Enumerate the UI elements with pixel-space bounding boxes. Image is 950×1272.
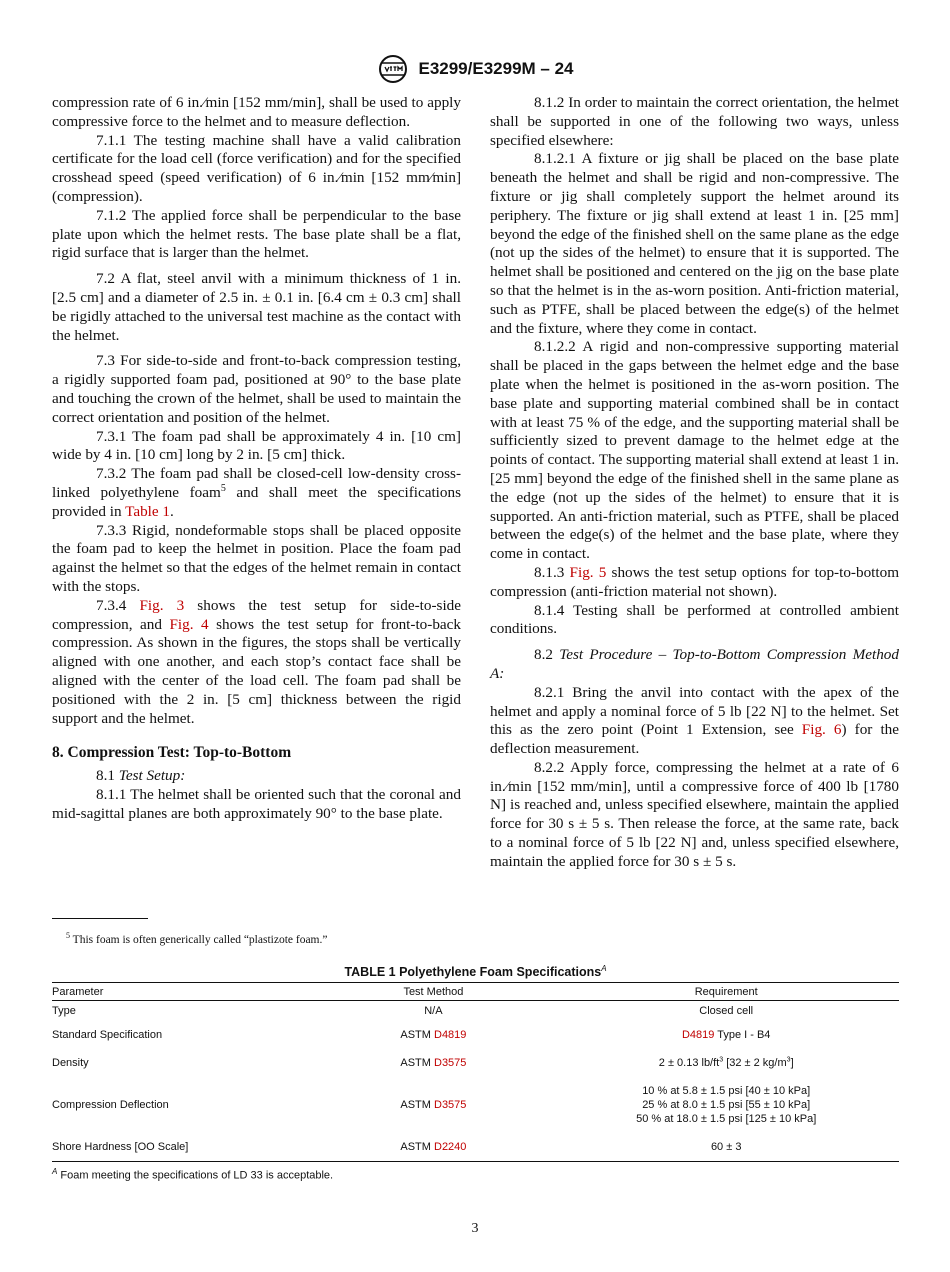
d4819-link[interactable]: D4819	[434, 1029, 467, 1042]
table-row: Density ASTM D3575 2 ± 0.13 $lb/ft^3$ [32 ± 2 $kg/m^3$]	[52, 1056, 794, 1070]
paragraph-7-3-1: 7.3.1 The foam pad shall be approximately 4 in. [10 cm] wide by 4 in. [10 cm] long by 2 in. [5 cm] thick.	[52, 427, 461, 464]
d2240-link[interactable]: D2240	[434, 1141, 467, 1154]
paragraph-8-2: 8.2 Test Procedure – Top-to-Bottom Compression Method A:	[490, 646, 899, 682]
footnote-ref[interactable]: 5	[220, 482, 226, 494]
astm-logo-icon	[376, 54, 410, 84]
header-requirement: Requirement	[553, 983, 899, 1001]
paragraph-8-1-3: 8.1.3 Fig. 5 shows the test setup options for top-to-bottom compression (anti-friction material not shown).	[490, 563, 900, 600]
table-row: Standard Specification ASTM D4819 D4819 Type I - B4	[52, 1029, 771, 1042]
foam-spec-table	[52, 982, 899, 1162]
paragraph-8-1-2: 8.1.2 In order to maintain the correct orientation, the helmet shall be supported in one of the following two ways, unless specified elsewhere:	[490, 94, 899, 149]
paragraph-8-1: 8.1 Test Setup:	[96, 767, 186, 785]
paragraph-8-1-1: 8.1.1 The helmet shall be oriented such that the coronal and mid-sagittal planes are both approximately 90° to the base plate.	[52, 785, 461, 822]
d3575-link[interactable]: D3575	[434, 1057, 467, 1070]
table-row: Type N/A Closed cell	[52, 1005, 754, 1018]
table-title: TABLE 1 Polyethylene Foam Specifications$^A$	[344, 964, 607, 980]
table-row: Shore Hardness [OO Scale] ASTM D2240 60 ± 3	[52, 1133, 899, 1162]
fig-5-link[interactable]: Fig. 5	[569, 563, 607, 581]
table-footnote: $^A$ Foam meeting the specifications of LD 33 is acceptable.	[52, 1167, 334, 1182]
paragraph-8-1-2-2: 8.1.2.2 A rigid and non-compressive supporting material shall be placed in the gaps between the helmet edge and the base plate when the helmet is positioned in the as-worn position. The base plate and supporting material combined shall be in contact with at least 75 % of the edge, and the supporting material shall be sufficiently sized to prevent damage to the helmet edge at the points of contact. The supporting material shall extend at least 1 in. [25 mm] beyond the edge of the finished shell in the same plane as the edge (not up the sides of the helmet) to ensure that it is supported. An anti-friction material, such as PTFE, shall be placed between the edge(s) of the helmet and the base plate, where they come in contact.	[490, 338, 899, 563]
page-header	[0, 54, 950, 84]
paragraph-7-2: 7.2 A flat, steel anvil with a minimum thickness of 1 in. [2.5 cm] and a diameter of 2.5 in. ± 0.1 in. [6.4 cm ± 0.3 cm] shall be rigidly attached to the universal test machine as the contact with the helmet.	[52, 270, 461, 344]
table-row: Compression Deflection ASTM D3575 10 % at 5.8 ± 1.5 psi [40 ± 10 kPa] 25 % at 8.0 ± 1.5 psi [55 ± 10 kPa] 50 % at 18.0 ± 1.5 psi [125 ± 10 kPa]	[52, 1085, 817, 1126]
left-column	[52, 94, 461, 823]
footnote: $^5$ This foam is often generically called “plastizote foam.”	[66, 931, 328, 946]
paragraph-8-1-4: 8.1.4 Testing shall be performed at controlled ambient conditions.	[490, 601, 899, 638]
paragraph-8-2-2: 8.2.2 Apply force, compressing the helmet at a rate of 6 in.⁄min [152 mm/min], until a compressive force of 400 lb [1780 N] is reached and, unless specified elsewhere, maintain the applied force for 30 s ± 5 s. Then release the force, at the same rate, back to a nominal force of 5 lb [22 N] and, unless specified elsewhere, maintain the applied force for 30 s ± 5 s.	[490, 758, 899, 870]
document-id: E3299/E3299M – 24	[418, 59, 574, 78]
fig-3-link[interactable]: Fig. 3	[139, 596, 185, 614]
d3575-link-2[interactable]: D3575	[434, 1099, 467, 1112]
paragraph-7-3: 7.3 For side-to-side and front-to-back compression testing, a rigidly supported foam pad, positioned at 90° to the base plate and touching the crown of the helmet, shall be used to maintain the correct orientation and position of the helmet.	[52, 352, 461, 426]
table-1-link[interactable]: Table 1	[125, 502, 171, 520]
section-8-heading: 8. Compression Test: Top-to-Bottom	[52, 744, 292, 762]
fig-6-link[interactable]: Fig. 6	[801, 721, 842, 739]
paragraph-8-2-1: 8.2.1 Bring the anvil into contact with the apex of the helmet and apply a nominal force of 5 lb [22 N] to the helmet. Set this as the zero point (Point 1 Extension, see Fig. 6) for the deflection measurement.	[490, 683, 899, 758]
header-test-method: Test Method	[313, 983, 553, 1001]
paragraph-7-3-4: 7.3.4 Fig. 3 shows the test setup for side-to-side compression, and Fig. 4 shows the test setup for front-to-back compression. As shown in the figures, the stops shall be vertically aligned with one another, and each stop’s contact face shall be aligned with the center of the load cell. The foam pad shall be positioned with the 2 in. [5 cm] thickness between the rigid support and the helmet.	[52, 596, 462, 727]
fig-4-link[interactable]: Fig. 4	[169, 615, 209, 633]
page-number: 3	[471, 1221, 479, 1236]
header-parameter: Parameter	[52, 983, 313, 1001]
paragraph-7-3-3: 7.3.3 Rigid, nondeformable stops shall be placed opposite the foam pad to keep the helmet in position. Place the foam pad against the helmet so that the edges of the helmet remain in contact with the stops.	[52, 521, 461, 595]
paragraph-7-1-cont: compression rate of 6 in.⁄min [152 mm/min], shall be used to apply compressive force to the helmet and to measure deflection.	[52, 94, 461, 130]
d4819-req-link[interactable]: D4819	[681, 1029, 715, 1042]
table-1	[52, 964, 899, 1182]
right-column	[490, 94, 899, 872]
paragraph-8-1-2-1: 8.1.2.1 A fixture or jig shall be placed on the base plate beneath the helmet and shall be rigid and non-compressive. The fixture or jig shall completely support the helmet around its periphery. The fixture or jig shall extend at least 1 in. [25 mm] beyond the edge of the finished shell on the same plane as the edge (not up the sides of the helmet) to ensure that it is supported. The helmet shall be positioned and centered on the jig on the base plate so that the helmet is in the as-worn position. Anti-friction material, such as PTFE, shall be placed between the edge(s) of the helmet and the fixture, where they come in contact.	[490, 150, 899, 337]
paragraph-7-3-2: 7.3.2 The foam pad shall be closed-cell low-density cross-linked polyethylene foam$^5$ and shall meet the specifications provided in Table 1.	[52, 465, 461, 520]
paragraph-7-1-1: 7.1.1 The testing machine shall have a valid calibration certificate for the load cell (force verification) and for the specified crosshead speed (speed verification) of 6 in.⁄min [152 mm⁄min] (compression).	[52, 131, 461, 205]
table-header-row	[52, 983, 899, 1001]
footnote-divider	[52, 918, 148, 919]
paragraph-7-1-2: 7.1.2 The applied force shall be perpendicular to the base plate upon which the helmet rests. The base plate shall be a flat, rigid surface that is larger than the helmet.	[52, 206, 461, 262]
